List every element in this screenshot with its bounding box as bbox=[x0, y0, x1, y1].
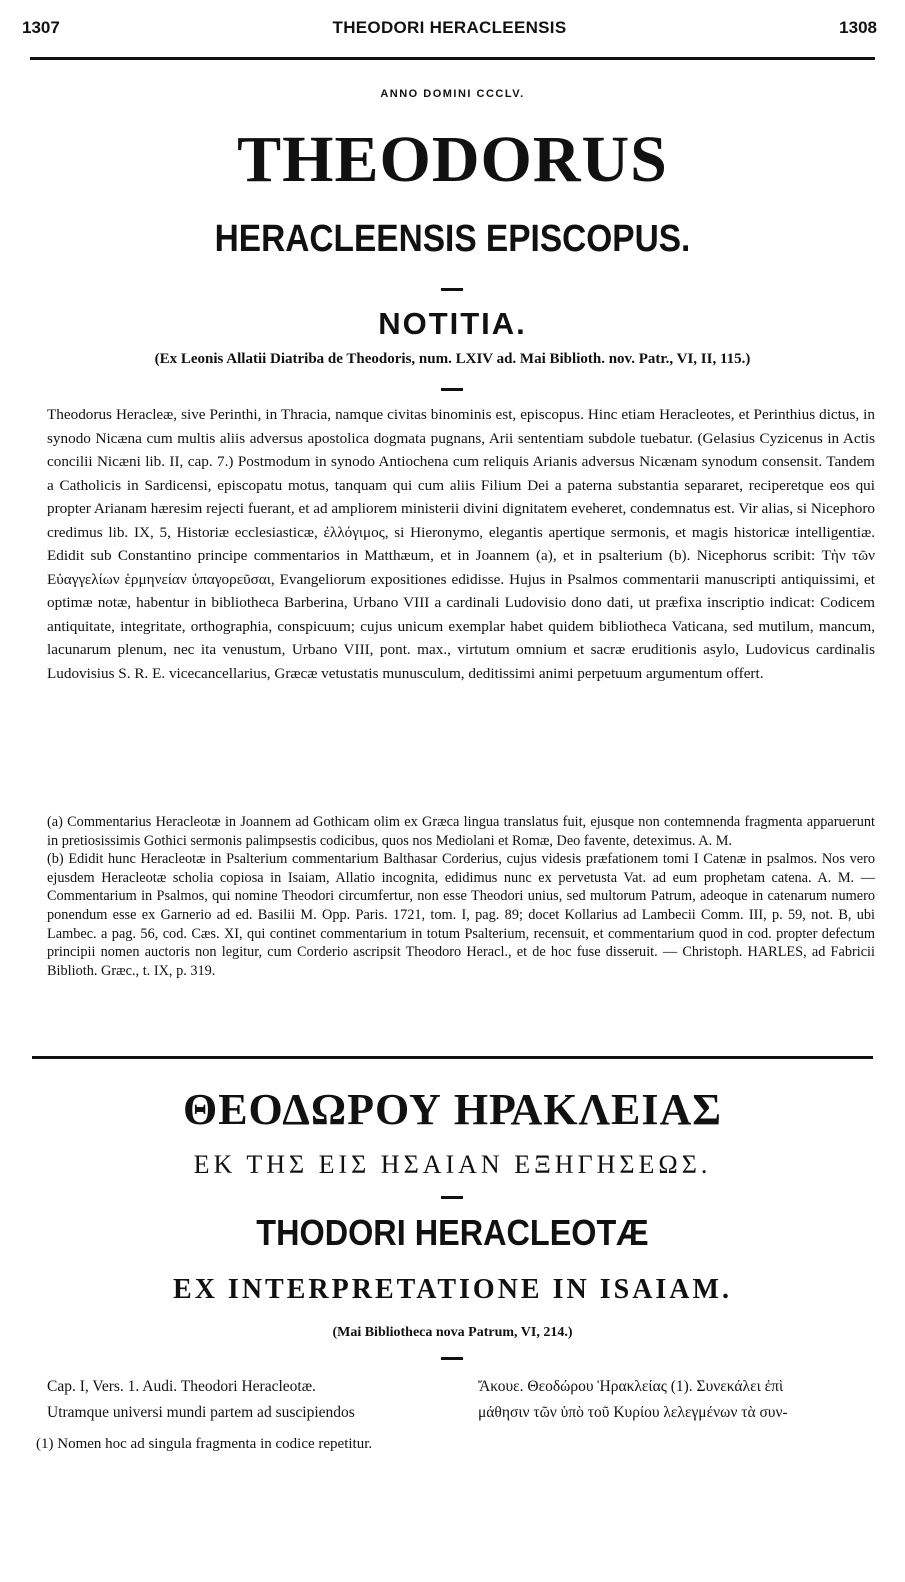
separator-dash bbox=[441, 1357, 463, 1360]
latin-column bbox=[47, 1374, 447, 1426]
separator-dash bbox=[441, 1196, 463, 1199]
section-rule bbox=[32, 1056, 873, 1059]
page-number-left: 1307 bbox=[22, 18, 60, 37]
section-heading: NOTITIA. bbox=[378, 306, 527, 341]
latin-line: Cap. I, Vers. 1. Audi. Theodori Heracleotæ. bbox=[47, 1378, 316, 1395]
latin-title: THODORI HERACLEOTÆ bbox=[256, 1212, 649, 1253]
separator-dash bbox=[441, 388, 463, 391]
source-citation: (Ex Leonis Allatii Diatriba de Theodoris, num. LXIV ad. Mai Biblioth. nov. Patr., VI, II, 115.) bbox=[154, 351, 751, 367]
separator-dash bbox=[441, 288, 463, 291]
body-paragraph: Theodorus Heracleæ, sive Perinthi, in Thracia, namque civitas binominis est, episcopus. Hinc etiam Heracleotes, et Perinthius dictus, in synodo Nicæna cum multis aliis adversus apostolica dogmata pugnans, Arii sententiam subdole tuebatur. (Gelasius Cyzicenus in Actis concilii Nicæni lib. II, cap. 7.) Postmodum in synodo Antiochena cum reliquis Arianis adversus Nicænam synodum consensit. Tandem a Catholicis in Sardicensi, episcopatu motus, tanquam qui cum aliis Filium Dei a paterna substantia separaret, reciperetque eos qui propter Arianam hæresim rejecti fuerant, et ad ampliorem ministerii divini dignitatem eveheret, condemnatus est. Vir alias, si Nicephoro credimus lib. IX, 5, Historiæ ecclesiasticæ, ἐλλόγιμος, si Hieronymo, elegantis apertique sermonis, et magis historicæ intelligentiæ. Edidit sub Constantino principe commentarios in Matthæum, et in Joannem (a), et in psalterium (b). Nicephorus scribit: Τὴν τῶν Εὐαγγελίων ἑρμηνείαν ὑπαγορεῦσαι, Evangeliorum expositiones edidisse. Hujus in Psalmos commentarii manuscripti antiquissimi, et optimæ notæ, habentur in bibliotheca Barberina, Urbano VIII a cardinali Ludovisio dono dati, ut præfixa inscriptio indicat: Codicem antiquitate, integritate, orthographia, conspicuum; cujus unicum exemplar habet quidem bibliotheca Vaticana, sed mutilum, mancum, lacunarum plenum, nec ita venustum, Urbano VIII, pont. max., virtutum omnium et sacræ eruditionis asylo, Ludovicus cardinalis Ludovisius S. R. E. vicecancellarius, Græcæ vetustatis munusculum, deditissimi animi perpetuum argumentum offert. bbox=[47, 406, 875, 682]
greek-title: ΘΕΟΔΩΡΟΥ ΗΡΑΚΛΕΙΑΣ bbox=[182, 1085, 723, 1134]
main-title: THEODORUS bbox=[237, 123, 668, 196]
anno-line: ANNO DOMINI CCCLV. bbox=[380, 88, 525, 100]
mai-citation: (Mai Bibliotheca nova Patrum, VI, 214.) bbox=[332, 1325, 573, 1340]
notitia-body bbox=[47, 403, 875, 685]
latin-line: Utramque universi mundi partem ad suscipiendos bbox=[47, 1404, 355, 1421]
greek-line: Ἄκουε. Θεοδώρου Ἡρακλείας (1). Συνεκάλει ἐπὶ bbox=[478, 1378, 784, 1395]
running-title: THEODORI HERACLEENSIS bbox=[332, 18, 567, 37]
greek-subtitle: ΕΚ ΤΗΣ ΕΙΣ ΗΣΑΙΑΝ ΕΞΗΓΗΣΕΩΣ. bbox=[193, 1150, 712, 1179]
subtitle: HERACLEENSIS EPISCOPUS. bbox=[214, 218, 691, 260]
running-header bbox=[22, 18, 877, 42]
page-number-right: 1308 bbox=[839, 18, 877, 37]
footnotes bbox=[47, 813, 875, 980]
footnote-a: (a) Commentarius Heracleotæ in Joannem ad Gothicam olim ex Græca lingua translatus fuit, ejusque non contemnenda fragmenta apparuerunt in pretiosissimis Gothici sermonis palimpsestis codicibus, quos nos Mediolani et Romæ, Deo favente, deteximus. A. M. bbox=[47, 814, 875, 849]
greek-line: μάθησιν τῶν ὑπὸ τοῦ Κυρίου λελεγμένων τὰ συν- bbox=[478, 1404, 788, 1421]
latin-subtitle: EX INTERPRETATIONE IN ISAIAM. bbox=[173, 1274, 732, 1305]
page-footnote: (1) Nomen hoc ad singula fragmenta in codice repetitur. bbox=[36, 1436, 373, 1452]
header-rule bbox=[30, 57, 875, 60]
greek-column bbox=[478, 1374, 878, 1426]
footnote-b: (b) Edidit hunc Heracleotæ in Psalterium commentarium Balthasar Corderius, cujus videsis præfationem tomi I Catenæ in psalmos. Nos vero ejusdem Heracleotæ scholia copiosa in Isaiam, Allatio incognita, edidimus nunc ex pervetusta Vat. ad eum prophetam catena. A. M. — Commentarium in Psalmos, qui nomine Theodori circumfertur, non esse Theodori unius, sed multorum Patrum, adeoque in catenarum numero ponendum esse ex Garnerio ad ed. Basilii M. Opp. Paris. 1721, tom. I, pag. 89; docet Kollarius ad Lambecii Comm. III, p. 59, not. B, ubi Lambec. a pag. 56, cod. Cæs. XI, qui continet commentarium in totum Psalterium, recensuit, et commentarium quod in cod. propter defectum principii nomen auctoris non legitur, cum Corderio ascripsit Theodoro Heracl., et de hoc fuse disseruit. — Christoph. HARLES, ad Fabricii Biblioth. Græc., t. IX, p. 319. bbox=[47, 851, 875, 979]
